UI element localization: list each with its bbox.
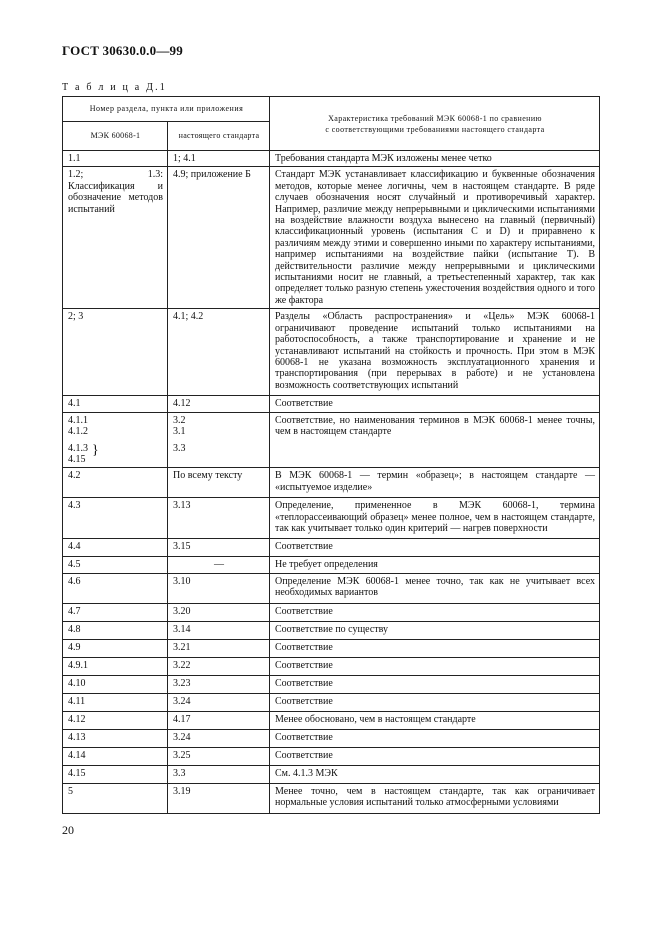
- cell-iec-ref: 2; 3: [63, 309, 168, 396]
- cell-standard-ref: 3.19: [168, 783, 270, 813]
- cell-standard-ref: 3.13: [168, 498, 270, 539]
- table-row: [63, 621, 600, 639]
- cell-characteristic: Стандарт МЭК устанавливает классификацию и буквенные обозначения методов, которые менее логичны, чем в настоящем стандарте. В ряде случаев обозначения носят случайный и противоречивый характер. Например, различие между непрерывными и циклическими испытаниями на воздействие влажности воздуха вынесено на главный (первичный) классификационный уровень (испытания C и D) и приравнено к различиям между этими и совершенно иными по характеру испытаниями, например испытаниями на воздействие пайки (испытание T). В действительности различие между непрерывными и циклическими испытаниями носит не главный, а третьестепенный характер, так как определяет только разную степень ужесточения воздействия одного и того же фактора: [270, 167, 600, 309]
- cell-standard-ref: 3.25: [168, 747, 270, 765]
- cell-iec-ref: 4.2: [63, 468, 168, 498]
- cell-characteristic: Менее обосновано, чем в настоящем стандарте: [270, 711, 600, 729]
- cell-characteristic: Соответствие: [270, 693, 600, 711]
- table-row: [63, 557, 600, 573]
- cell-standard-ref: 3.20: [168, 603, 270, 621]
- cell-iec-ref: 4.9.1: [63, 657, 168, 675]
- cell-iec-ref: 4.5: [63, 557, 168, 573]
- table-row: [63, 639, 600, 657]
- cell-characteristic: См. 4.1.3 МЭК: [270, 765, 600, 783]
- cell-iec-ref: 4.8: [63, 621, 168, 639]
- cell-characteristic: Соответствие: [270, 675, 600, 693]
- standard-ref-line: 3.1: [173, 426, 186, 438]
- table-row: [63, 657, 600, 675]
- table-row: [63, 603, 600, 621]
- cell-standard-ref: 3.3: [168, 765, 270, 783]
- cell-characteristic: Соответствие: [270, 657, 600, 675]
- cell-iec-ref: 4.11: [63, 693, 168, 711]
- iec-ref-line: 4.1.1: [68, 414, 88, 426]
- table-row: [63, 693, 600, 711]
- cell-characteristic: Соответствие, но наименования терминов в МЭК 60068-1 менее точны, чем в настоящем стандарте: [270, 412, 600, 468]
- cell-standard-ref: 4.9; приложение Б: [168, 167, 270, 309]
- table-row: [63, 711, 600, 729]
- page-number: 20: [62, 823, 74, 837]
- cell-characteristic: Не требует определения: [270, 557, 600, 573]
- comparison-table: [62, 96, 600, 814]
- table-row: [63, 539, 600, 557]
- standard-ref-line: 3.3: [173, 442, 186, 454]
- cell-standard-ref: 4.1; 4.2: [168, 309, 270, 396]
- table-row: [63, 498, 600, 539]
- cell-standard-ref: 3.24: [168, 693, 270, 711]
- cell-iec-ref: 4.14: [63, 747, 168, 765]
- standard-ref-line: 3.2: [173, 414, 186, 426]
- cell-iec-ref: 4.12: [63, 711, 168, 729]
- table-row: [63, 151, 600, 167]
- table-row: [63, 309, 600, 396]
- cell-iec-ref: 4.15: [63, 765, 168, 783]
- cell-standard-ref: 4.17: [168, 711, 270, 729]
- cell-characteristic: В МЭК 60068-1 — термин «образец»; в настоящем стандарте — «испытуемое изделие»: [270, 468, 600, 498]
- table-row: [63, 675, 600, 693]
- cell-iec-ref: 4.4: [63, 539, 168, 557]
- cell-iec-ref: 1.2; 1.3: Классификация и обозначение методов испытаний: [63, 167, 168, 309]
- table-row: [63, 412, 600, 468]
- iec-ref-line: 4.15: [68, 453, 86, 465]
- table-row: [63, 573, 600, 603]
- cell-iec-ref: 4.9: [63, 639, 168, 657]
- cell-iec-ref: 4.3: [63, 498, 168, 539]
- cell-standard-ref: —: [168, 557, 270, 573]
- table-row: [63, 396, 600, 412]
- cell-iec-ref: 5: [63, 783, 168, 813]
- cell-characteristic: Менее точно, чем в настоящем стандарте, так как ограничивает нормальные условия испытаний только атмосферными условиями: [270, 783, 600, 813]
- table-row: [63, 747, 600, 765]
- cell-standard-ref: 3.22: [168, 657, 270, 675]
- cell-iec-ref: 4.13: [63, 729, 168, 747]
- document-title: ГОСТ 30630.0.0—99: [62, 43, 183, 58]
- cell-characteristic: Разделы «Область распространения» и «Цель» МЭК 60068-1 ограничивают проведение испытаний только испытаниями на работоспособность, а также транспортирование и хранение и не устанавливают испытаний на стойкость и прочность. При этом в МЭК 60068-1 не указана возможность эксплуатационного хранения и транспортирования (при перерывах в работе) и не установлена возможность соответствующих испытаний: [270, 309, 600, 396]
- table-row: [63, 167, 600, 309]
- cell-characteristic: Соответствие по существу: [270, 621, 600, 639]
- cell-iec-ref: 4.1: [63, 396, 168, 412]
- cell-characteristic: Соответствие: [270, 603, 600, 621]
- cell-iec-ref: 1.1: [63, 151, 168, 167]
- header-characteristic: [270, 97, 600, 151]
- cell-characteristic: Соответствие: [270, 729, 600, 747]
- table-row: [63, 729, 600, 747]
- header-characteristic-line2: с соответствующими требованиями настоящего стандарта: [325, 124, 545, 134]
- cell-standard-ref: 3.24: [168, 729, 270, 747]
- cell-characteristic: Соответствие: [270, 639, 600, 657]
- brace-mark: }: [92, 442, 99, 458]
- cell-standard-ref: 3.21: [168, 639, 270, 657]
- cell-iec-ref: 4.6: [63, 573, 168, 603]
- table-caption: Т а б л и ц а Д.1: [62, 82, 167, 93]
- header-this-standard-column: настоящего стандарта: [168, 122, 270, 151]
- cell-characteristic: Соответствие: [270, 539, 600, 557]
- header-row-top: [63, 97, 600, 122]
- cell-standard-ref: 3.10: [168, 573, 270, 603]
- cell-iec-ref: 4.7: [63, 603, 168, 621]
- header-section-group: Номер раздела, пункта или приложения: [63, 97, 270, 122]
- header-iec-column: МЭК 60068-1: [63, 122, 168, 151]
- table-row: [63, 783, 600, 813]
- cell-standard-ref: 3.14: [168, 621, 270, 639]
- cell-characteristic: Соответствие: [270, 747, 600, 765]
- cell-characteristic: Требования стандарта МЭК изложены менее четко: [270, 151, 600, 167]
- iec-ref-line: 4.1.2: [68, 426, 88, 438]
- table-row: [63, 765, 600, 783]
- cell-standard-ref: 3.23: [168, 675, 270, 693]
- header-characteristic-line1: Характеристика требований МЭК 60068-1 по сравнению: [328, 113, 542, 123]
- cell-iec-ref: 4.10: [63, 675, 168, 693]
- cell-iec-ref: [63, 412, 168, 468]
- cell-characteristic: Определение, примененное в МЭК 60068-1, термина «теплорассеивающий образец» менее полное, чем в настоящем стандарте, так как учитывает только один критерий — нагрев поверхности: [270, 498, 600, 539]
- cell-standard-ref: 1; 4.1: [168, 151, 270, 167]
- cell-standard-ref: 3.15: [168, 539, 270, 557]
- table-row: [63, 468, 600, 498]
- iec-ref-line: 4.1.3: [68, 442, 88, 454]
- cell-standard-ref: 4.12: [168, 396, 270, 412]
- cell-characteristic: Соответствие: [270, 396, 600, 412]
- cell-standard-ref: [168, 412, 270, 468]
- cell-standard-ref: По всему тексту: [168, 468, 270, 498]
- cell-characteristic: Определение МЭК 60068-1 менее точно, так как не учитывает всех необходимых вариантов: [270, 573, 600, 603]
